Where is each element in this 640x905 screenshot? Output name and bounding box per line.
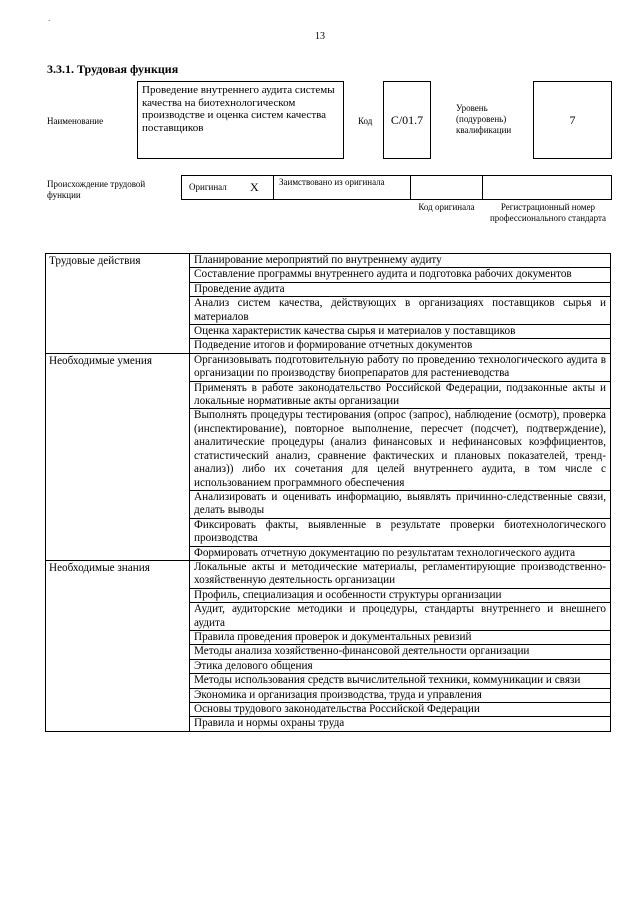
section-title: 3.3.1. Трудовая функция: [47, 62, 179, 76]
name-label: Наименование: [47, 116, 104, 126]
code-original-cell: [410, 175, 483, 200]
row-items: [190, 353, 611, 560]
list-item: Составление программы внутреннего аудита и подготовка рабочих документов: [190, 268, 610, 282]
list-item: Методы анализа хозяйственно-финансовой деятельности организации: [190, 645, 610, 659]
list-item: Экономика и организация производства, труда и управления: [190, 689, 610, 703]
list-item: Подведение итогов и формирование отчетных документов: [194, 339, 473, 352]
original-mark: X: [250, 180, 259, 194]
row-items: [190, 254, 611, 354]
list-item: Основы трудового законодательства Российской Федерации: [190, 703, 610, 717]
list-item: Организовывать подготовительную работу по проведению технологического аудита в организации по производству биопрепаратов для растениеводства: [190, 354, 610, 382]
origin-label: Происхождение трудовой функции: [47, 179, 146, 200]
original-label: Оригинал: [189, 182, 227, 192]
reg-number-cell: [482, 175, 612, 200]
list-item: Методы использования средств вычислительной техники, коммуникации и связи: [190, 674, 610, 688]
original-cell: [181, 175, 274, 200]
list-item: Проведение аудита: [190, 283, 610, 297]
table-row: [46, 560, 611, 731]
list-item: Этика делового общения: [190, 660, 610, 674]
page-number: 13: [315, 31, 325, 42]
row-category: Необходимые знания: [46, 560, 190, 731]
list-item: Правила проведения проверок и документальных ревизий: [190, 631, 610, 645]
code-label: Код: [358, 116, 373, 126]
list-item: Локальные акты и методические материалы, регламентирующие производственно-хозяйственную деятельность организации: [190, 561, 610, 589]
list-item: Применять в работе законодательство Российской Федерации, подзаконные акты и локальные нормативные акты организации: [190, 382, 610, 410]
list-item: Фиксировать факты, выявленные в результате проверки биотехнологического производства: [190, 519, 610, 547]
borrowed-cell: [273, 175, 411, 200]
list-item: Оценка характеристик качества сырья и материалов у поставщиков: [190, 325, 610, 339]
borrowed-label: Заимствовано из оригинала: [279, 177, 385, 187]
row-category: Трудовые действия: [46, 254, 190, 354]
list-item: Аудит, аудиторские методики и процедуры, стандарты внутреннего и внешнего аудита: [190, 603, 610, 631]
list-item: Правила и нормы охраны труда: [194, 717, 345, 730]
level-value-box: 7: [533, 81, 612, 159]
list-item: Планирование мероприятий по внутреннему аудиту: [190, 254, 610, 268]
list-item: Анализировать и оценивать информацию, выявлять причинно-следственные связи, делать выводы: [190, 491, 610, 519]
table-row: [46, 353, 611, 560]
level-label: Уровень (подуровень) квалификации: [456, 103, 512, 135]
list-item: Профиль, специализация и особенности структуры организации: [190, 589, 610, 603]
list-item: Выполнять процедуры тестирования (опрос (запрос), наблюдение (осмотр), проверка (инспектирование), повторное выполнение, пересчет (подсчет), подтверждение), аналитические процедуры (анализ финансовых и нефинансовых коэффициентов, статистический анализ, сравнение фактических и плановых показателей, тренд-анализ)) либо их сочетания для целей внутреннего аудита, в том числе с использованием программного обеспечения: [190, 409, 610, 490]
row-category: Необходимые умения: [46, 353, 190, 560]
code-original-caption: Код оригинала: [418, 202, 475, 212]
function-name-box: Проведение внутреннего аудита системы качества на биотехнологическом производстве и оценка систем качества поставщиков: [137, 81, 344, 159]
list-item: Анализ систем качества, действующих в организациях поставщиков сырья и материалов: [190, 297, 610, 325]
list-item: Формировать отчетную документацию по результатам технологического аудита: [194, 546, 576, 559]
code-value-box: C/01.7: [383, 81, 431, 159]
reg-number-caption: Регистрационный номер профессионального стандарта: [489, 202, 607, 223]
corner-mark: ·: [48, 17, 51, 25]
row-items: [190, 560, 611, 731]
function-details-table: [45, 253, 611, 732]
table-row: [46, 254, 611, 354]
